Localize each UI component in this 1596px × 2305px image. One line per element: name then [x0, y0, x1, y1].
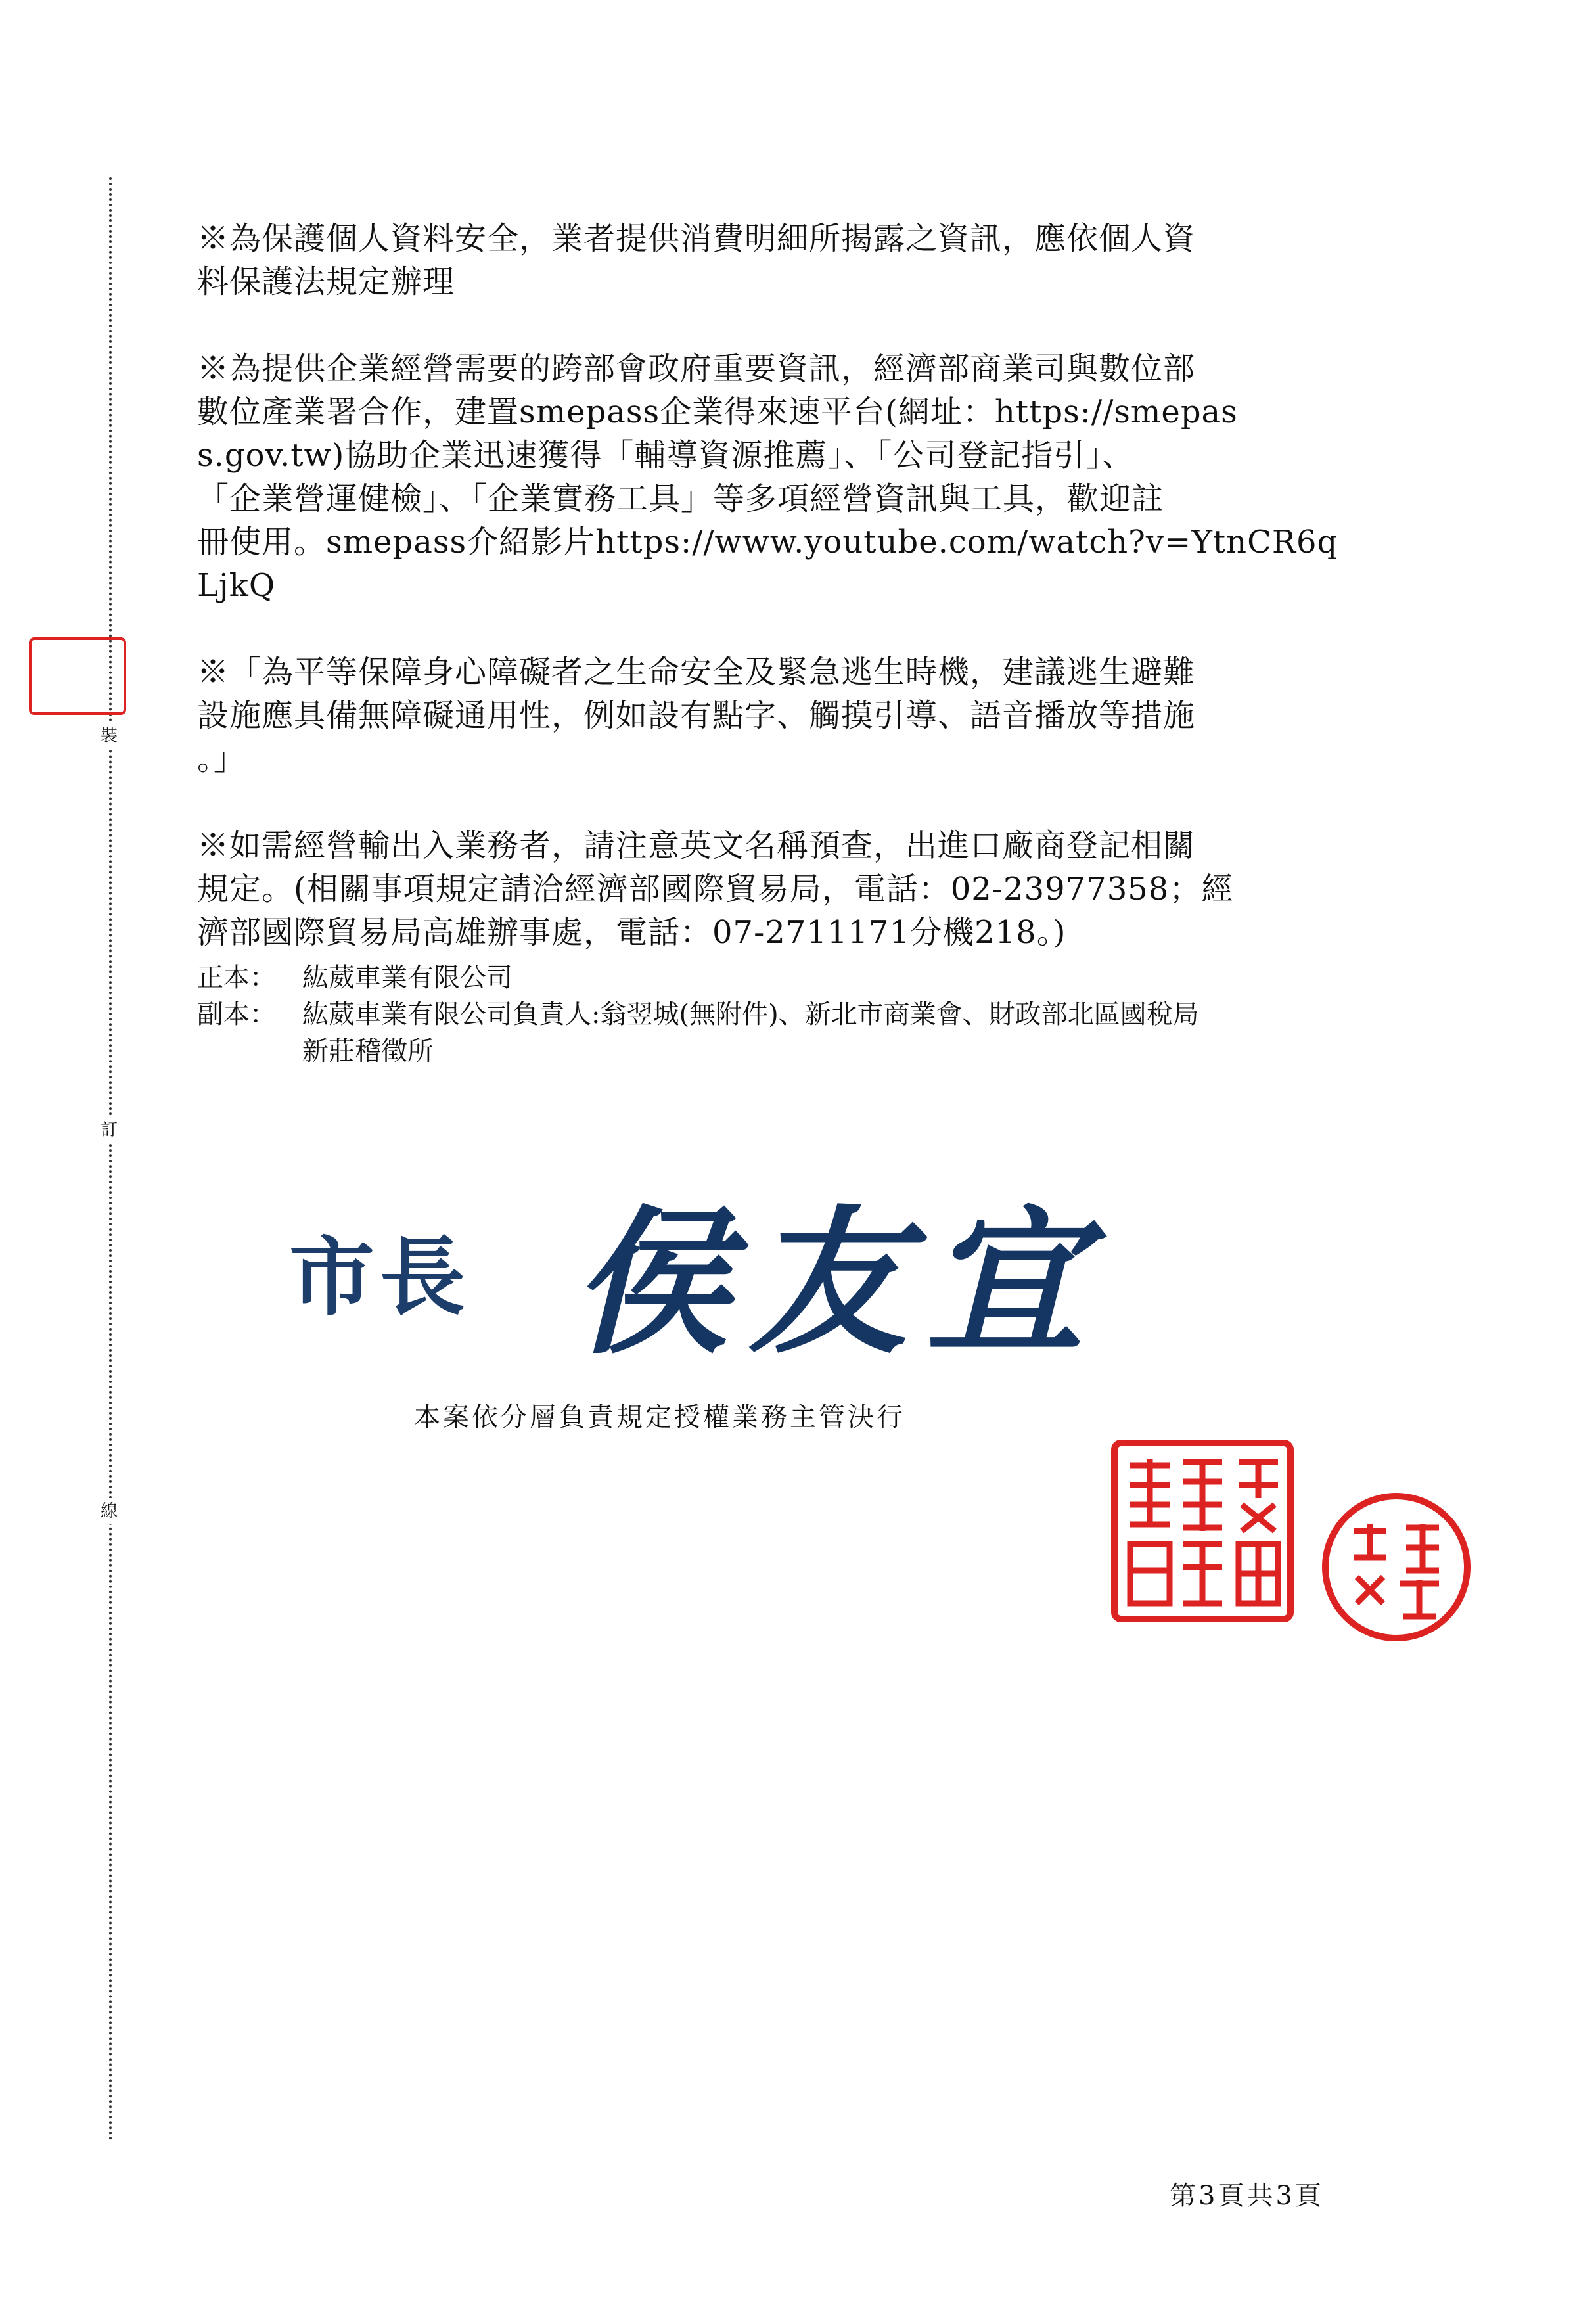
- copy-label: 副本：: [197, 999, 276, 1030]
- paragraph-accessibility: ※「為平等保障身心障礙者之生命安全及緊急逃生時機，建議逃生避難 設施應具備無障礙通用性，例如設有點字、觸摸引導、語音播放等措施 。」: [197, 654, 1196, 777]
- responsible-person-seal-icon: [1321, 1492, 1472, 1643]
- page-number: 第3頁共3頁: [1170, 2181, 1324, 2211]
- binding-mark-zhuang: 裝: [96, 723, 122, 749]
- paragraph-smepass: ※為提供企業經營需要的跨部會政府重要資訊，經濟部商業司與數位部 數位產業署合作，建置smepass企業得來速平台(網址：https://smepas s.gov.tw)協助企業迅速獲得「輔導資源推薦」、「公司登記指引」、 「企業營運健檢」、「企業實務工具」等多項經營資訊與工具，歡迎註 冊使用。smepass介紹影片https://www.youtube.com/watch?v=YtnCR6q LjkQ: [197, 350, 1338, 604]
- original-value: 紘葳車業有限公司: [302, 963, 513, 993]
- original-label: 正本：: [197, 963, 276, 993]
- binding-mark-ding: 訂: [96, 1117, 122, 1143]
- signature-name: 侯友宜: [572, 1190, 1105, 1375]
- binding-line: [109, 177, 112, 2142]
- binding-mark-xian: 線: [96, 1498, 122, 1524]
- paragraph-import-export: ※如需經營輸出入業務者，請注意英文名稱預查，出進口廠商登記相關 規定。(相關事項規定請洽經濟部國際貿易局，電話：02-23977358；經 濟部國際貿易局高雄辦事處，電話：07-2711171分機218。): [197, 827, 1234, 951]
- copy-recipient-row: [197, 996, 1446, 1070]
- recipients: [197, 959, 1446, 1070]
- body-text: [197, 217, 1386, 997]
- original-recipient-row: [197, 959, 1446, 996]
- signature-title: 市長: [289, 1227, 471, 1327]
- margin-seal: [29, 637, 126, 715]
- authority-note: 本案依分層負責規定授權業務主管決行: [414, 1402, 905, 1432]
- paragraph-privacy: ※為保護個人資料安全，業者提供消費明細所揭露之資訊，應依個人資 料保護法規定辦理: [197, 220, 1196, 300]
- copy-value: 紘葳車業有限公司負責人:翁翌城(無附件)、新北市商業會、財政部北區國稅局 新莊稽徵所: [302, 999, 1199, 1066]
- mayor-signature: [289, 1137, 1143, 1375]
- company-seal-icon: [1110, 1439, 1294, 1623]
